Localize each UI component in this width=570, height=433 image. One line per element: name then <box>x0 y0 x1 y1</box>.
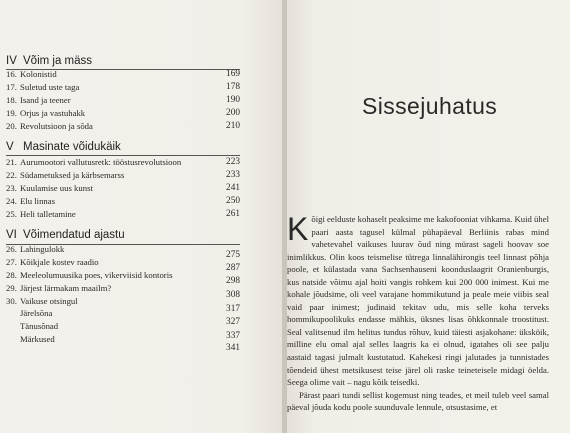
chapter-body <box>287 213 549 414</box>
section-title: Võimendatud ajastu <box>23 229 125 241</box>
entry-number: 24. <box>6 196 17 206</box>
entry-title: Südametuksed ja kärbsemarss <box>20 170 125 180</box>
entry-number: 21. <box>6 157 17 167</box>
entry-number: 19. <box>6 108 17 118</box>
entry-title: Järjest lärmakam maailm? <box>20 283 112 293</box>
entry-number: 22. <box>6 170 17 180</box>
toc-entry <box>6 107 240 119</box>
section-title: Võim ja mäss <box>23 55 93 67</box>
toc-entry <box>6 182 240 194</box>
section-roman: V <box>6 141 14 153</box>
entry-number: 20. <box>6 121 17 131</box>
entry-title: Lahingulokk <box>20 244 65 254</box>
entry-title: Isand ja teener <box>20 95 71 105</box>
entry-title: Meeleolumuusika poes, vikerviisid kontoris <box>20 270 173 280</box>
entry-page: 223 <box>226 157 240 167</box>
drop-cap: K <box>287 211 309 247</box>
entry-title: Tänusõnad <box>20 321 59 331</box>
entry-page: 275 <box>226 250 240 260</box>
toc-section-v <box>6 141 121 153</box>
entry-page: 308 <box>226 290 240 300</box>
chapter-title: Sissejuhatus <box>362 93 498 120</box>
entry-number: 27. <box>6 257 17 267</box>
toc-section-vi <box>6 229 125 241</box>
entry-page: 261 <box>226 209 240 219</box>
entry-page: 250 <box>226 196 240 206</box>
entry-number: 17. <box>6 82 17 92</box>
entry-page: 287 <box>226 263 240 273</box>
entry-page: 317 <box>226 304 240 314</box>
section-roman: VI <box>6 229 17 241</box>
entry-page: 210 <box>226 121 240 131</box>
entry-number: 26. <box>6 244 17 254</box>
entry-page: 200 <box>226 108 240 118</box>
entry-number: 25. <box>6 209 17 219</box>
entry-title: Suletud uste taga <box>20 82 80 92</box>
entry-number: 29. <box>6 283 17 293</box>
paragraph-text: õigi eelduste kohaselt peaksime me kakofooniat vihkama. Kuid ühel paari aasta tagusel külmal pühapäeval Berliinis rabas mind vahetevahel vaikuses luurav õud ning mürast sageli hoovav soe inimlikkus. Olin koos teismelise tütrega linnalähirongis teel linnast põhja poole, et külastada vana Sachsenhauseni koonduslaagrit Oranienburgis, kus natside võimu ajal hoiti vangis rohkem kui 200 000 inimest. Kui me kohale jõudsime, oli veel varajane hommikutund ja peale meie viibis seal vaid paar inimest; judinaid tekitav udu, mis selle koha terveks hommikupoolikuks endasse mähkis, üksnes lisas õhkkonnale troostitust. Seal valitsenud ilm helitus tundus rõhuv, kuid täiesti asjakohane: üksköik, milline elu omal ajal selles laagris ka ei olnud, igatahes oli see palju aastaid tagasi julmalt kustutatud. Kahekesi ringi jalutades ja tunnistades tõendeid ühest metsikusest teise järel oli raske teineteisele midagi öelda. Seega olime vait – nagu kõik teisedki. <box>287 214 549 388</box>
entry-number: 30. <box>6 296 17 306</box>
entry-number: 16. <box>6 69 17 79</box>
toc-entry <box>6 169 240 181</box>
entry-title: Kolonistid <box>20 69 57 79</box>
toc-entry <box>6 94 240 106</box>
paragraph: Pärast paari tundi sellist kogemust ning teades, et meil tuleb veel samal päeval jõuda kodu poole suunduvale lennule, otsustasime, et <box>287 389 549 413</box>
entry-page: 341 <box>226 343 240 353</box>
toc-entry <box>6 81 240 93</box>
entry-title: Vaikuse otsingul <box>20 296 78 306</box>
entry-number: 23. <box>6 183 17 193</box>
toc-entry <box>6 156 240 168</box>
entry-page: 298 <box>226 276 240 286</box>
entry-page: 190 <box>226 95 240 105</box>
entry-page: 178 <box>226 82 240 92</box>
entry-title: Kuulamise uus kunst <box>20 183 93 193</box>
toc-entry <box>6 120 240 132</box>
entry-number: 28. <box>6 270 17 280</box>
entry-title: Märkused <box>20 334 55 344</box>
entry-number: 18. <box>6 95 17 105</box>
section-roman: IV <box>6 55 17 67</box>
entry-title: Elu linnas <box>20 196 55 206</box>
toc-entry <box>6 195 240 207</box>
section-title: Masinate võidukäik <box>23 141 121 153</box>
entry-title: Revolutsioon ja sõda <box>20 121 93 131</box>
entry-title: Aurumootori vallutusretk: tööstusrevolutsioon <box>20 157 182 167</box>
toc-entry-page-only <box>6 342 240 354</box>
entry-page: 327 <box>226 317 240 327</box>
entry-title: Kõikjale kostev raadio <box>20 257 99 267</box>
entry-page: 169 <box>226 69 240 79</box>
toc-entry <box>6 208 240 220</box>
entry-title: Järelsõna <box>20 308 53 318</box>
toc-entry <box>6 68 240 80</box>
entry-page: 233 <box>226 170 240 180</box>
toc-section-iv <box>6 55 92 67</box>
entry-title: Orjus ja vastuhakk <box>20 108 86 118</box>
paragraph <box>287 213 549 389</box>
entry-title: Heli talletamine <box>20 209 76 219</box>
entry-page: 337 <box>226 331 240 341</box>
entry-page: 241 <box>226 183 240 193</box>
